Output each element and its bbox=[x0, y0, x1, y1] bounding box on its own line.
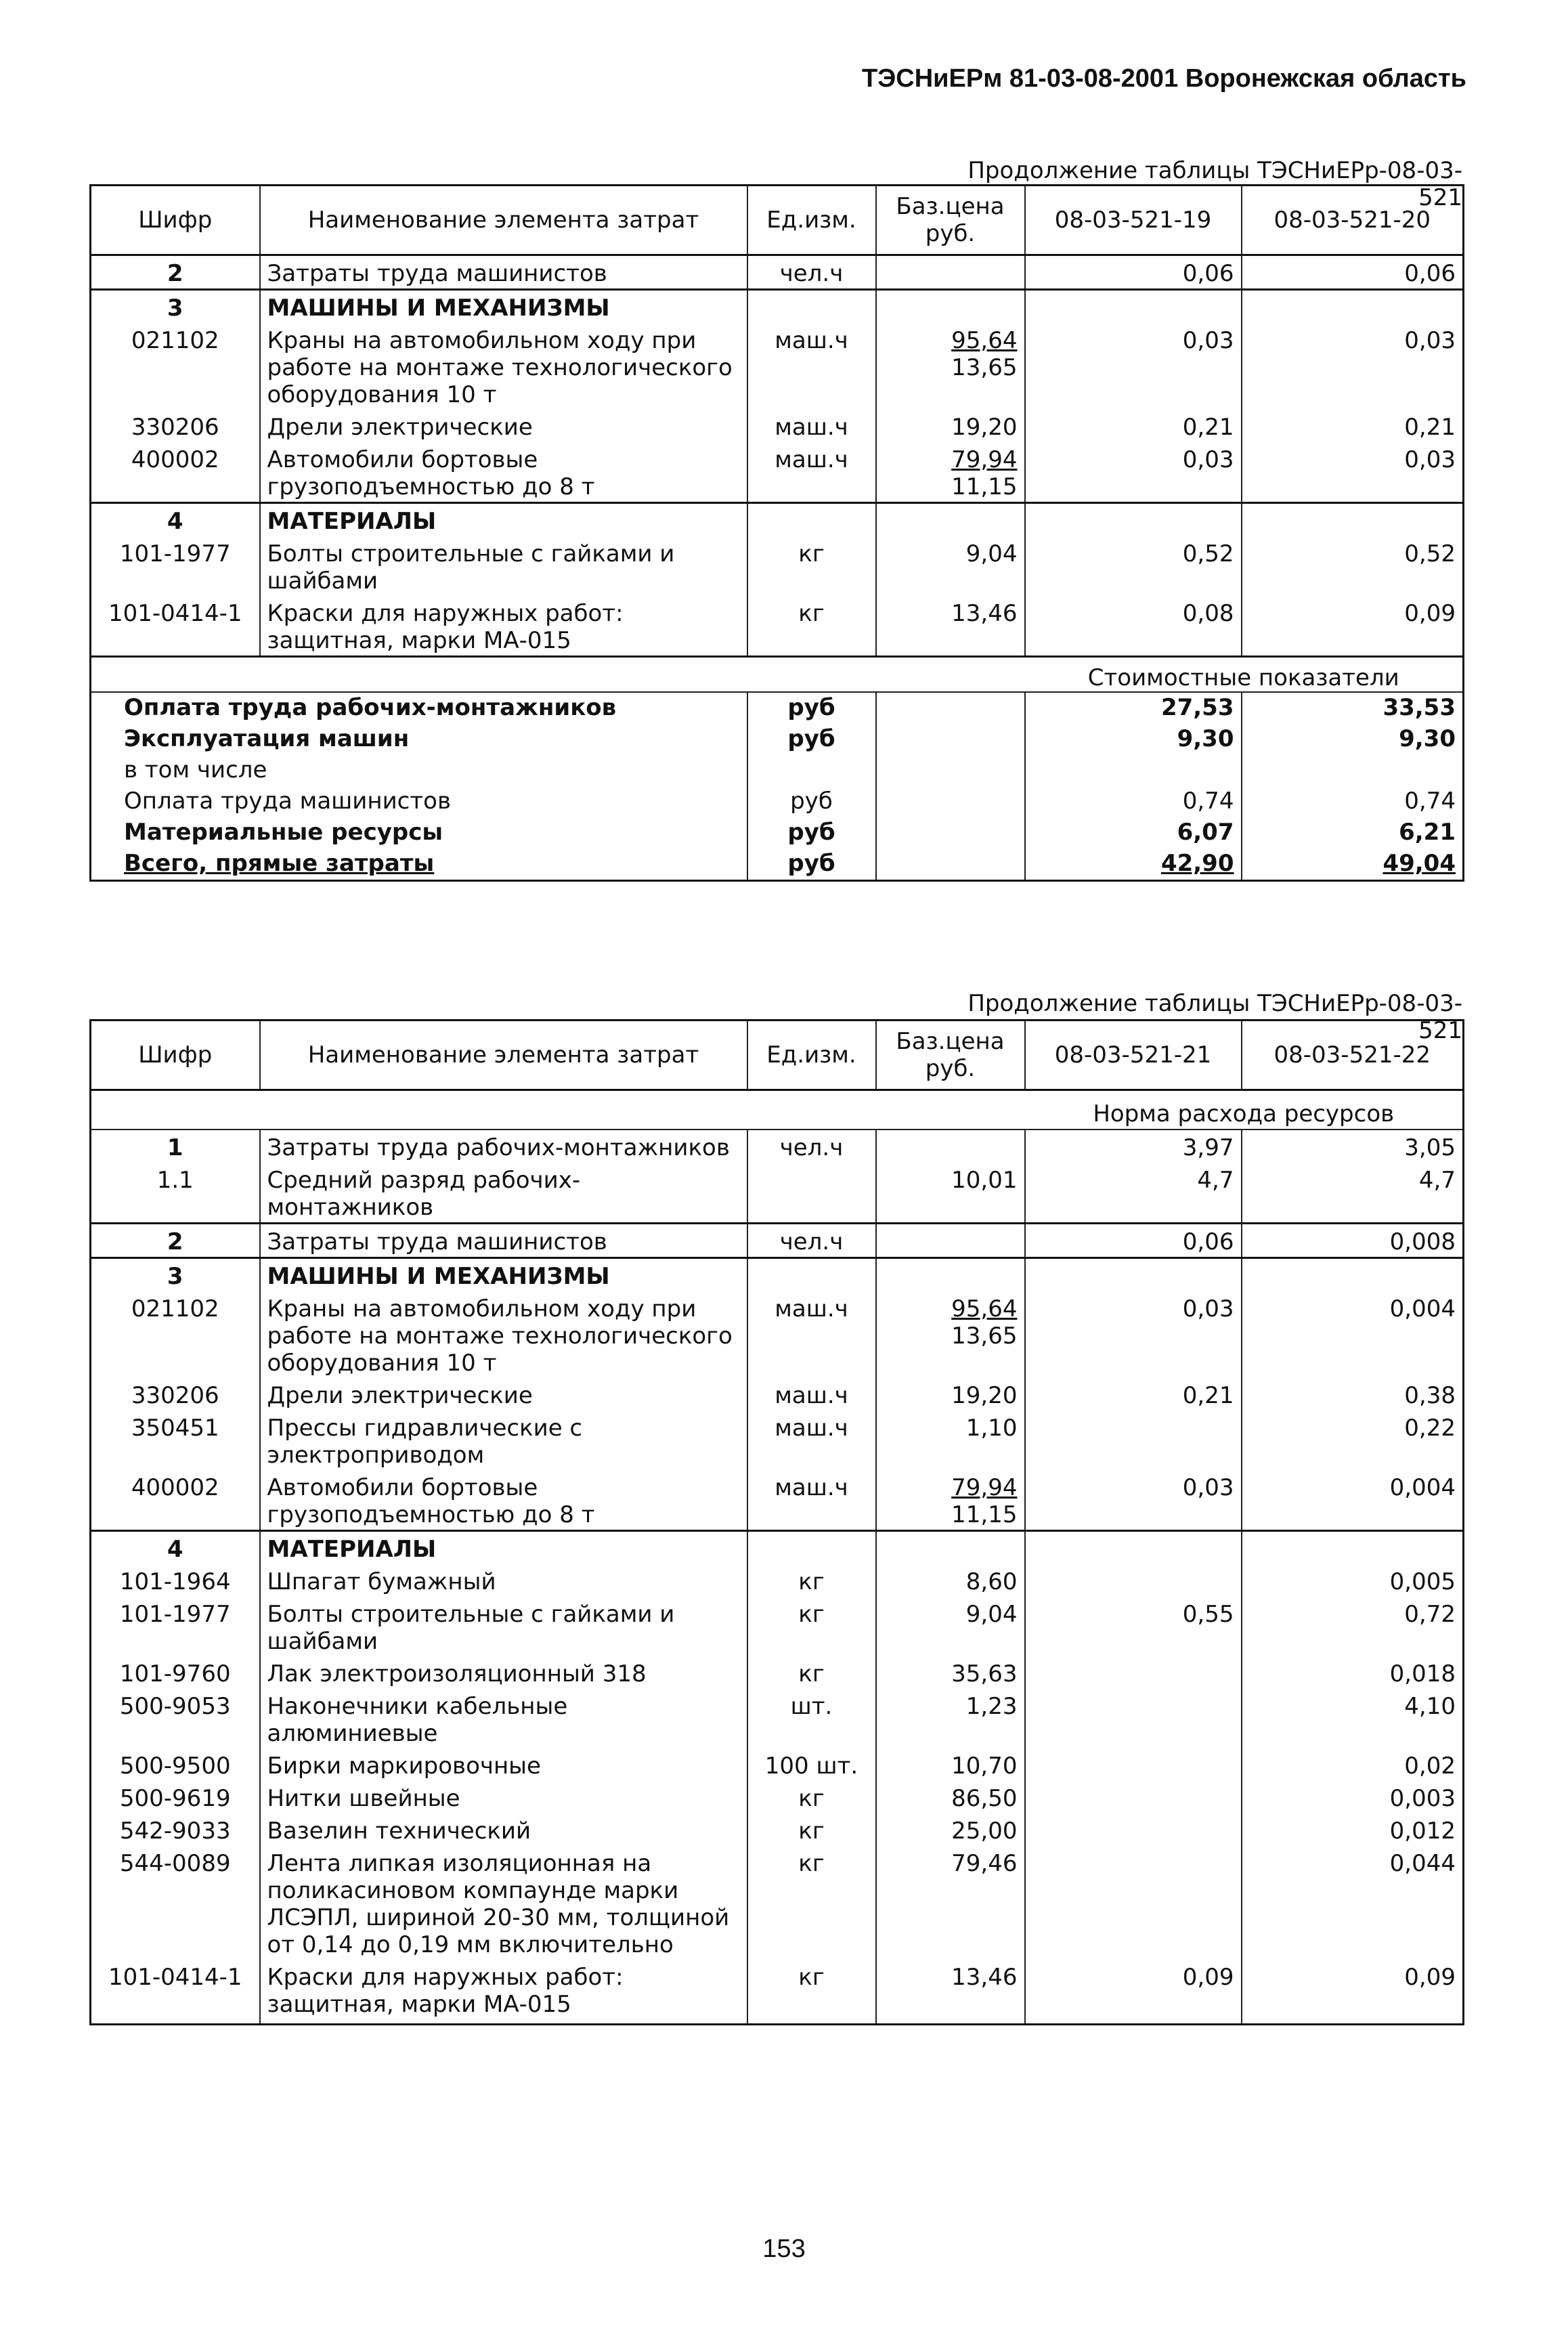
col-header-b: 08-03-521-20 bbox=[1242, 186, 1464, 255]
cost-indicators-row bbox=[91, 657, 1464, 693]
section-row: 4 МАТЕРИАЛЫ bbox=[91, 1531, 1464, 1565]
cost-indicators-label: Стоимостные показатели bbox=[1025, 657, 1464, 693]
summary-row: Материальные ресурсы руб 6,07 6,21 bbox=[91, 817, 1464, 848]
section-row: 3 МАШИНЫ И МЕХАНИЗМЫ bbox=[91, 1258, 1464, 1292]
table-row: 350451 Прессы гидравлические с электроприводом маш.ч 1,10 0,22 bbox=[91, 1411, 1464, 1470]
page-number: 153 bbox=[762, 2235, 806, 2263]
table-row: 021102 Краны на автомобильном ходу при работе на монтаже технологического оборудования 10 т маш.ч 95,64 13,65 0,03 0,004 bbox=[91, 1291, 1464, 1378]
section-row: 3 МАШИНЫ И МЕХАНИЗМЫ bbox=[91, 290, 1464, 324]
summary-row: Оплата труда рабочих-монтажников руб 27,53 33,53 bbox=[91, 692, 1464, 724]
resource-table-1 bbox=[89, 184, 1464, 882]
table-row: 330206 Дрели электрические маш.ч 19,20 0,21 0,38 bbox=[91, 1378, 1464, 1411]
resource-table-2 bbox=[89, 1019, 1464, 2025]
table-row: 2 Затраты труда машинистов чел.ч 0,06 0,008 bbox=[91, 1224, 1464, 1258]
table-row: 500-9500 Бирки маркировочные 100 шт. 10,70 0,02 bbox=[91, 1748, 1464, 1781]
norm-banner-label: Норма расхода ресурсов bbox=[1025, 1090, 1464, 1130]
table-row: 101-0414-1 Краски для наружных работ: защитная, марки МА-015 кг 13,46 0,08 0,09 bbox=[91, 596, 1464, 657]
col-header-code: Шифр bbox=[91, 186, 260, 255]
table-row: 101-0414-1 Краски для наружных работ: защитная, марки МА-015 кг 13,46 0,09 0,09 bbox=[91, 1960, 1464, 2025]
section-row: 4 МАТЕРИАЛЫ bbox=[91, 503, 1464, 537]
table-header-row bbox=[91, 1020, 1464, 1090]
table-row: 1 Затраты труда рабочих-монтажников чел.ч 3,97 3,05 bbox=[91, 1130, 1464, 1163]
table-row: 101-1977 Болты строительные с гайками и шайбами кг 9,04 0,55 0,72 bbox=[91, 1597, 1464, 1656]
col-header-price: Баз.цена руб. bbox=[876, 186, 1025, 255]
col-header-unit: Ед.изм. bbox=[747, 186, 876, 255]
summary-row: Всего, прямые затраты руб 42,90 49,04 bbox=[91, 848, 1464, 881]
table-row: 021102 Краны на автомобильном ходу при работе на монтаже технологического оборудования 10 т маш.ч 95,64 13,65 0,03 0,03 bbox=[91, 323, 1464, 410]
col-header-name: Наименование элемента затрат bbox=[260, 186, 747, 255]
col-header-a: 08-03-521-19 bbox=[1025, 186, 1242, 255]
table-header-row bbox=[91, 186, 1464, 255]
table-row: 101-9760 Лак электроизоляционный 318 кг 35,63 0,018 bbox=[91, 1656, 1464, 1689]
table-row: 101-1977 Болты строительные с гайками и шайбами кг 9,04 0,52 0,52 bbox=[91, 536, 1464, 596]
table-row: 400002 Автомобили бортовые грузоподъемностью до 8 т маш.ч 79,94 11,15 0,03 0,03 bbox=[91, 442, 1464, 503]
col-header-b: 08-03-521-22 bbox=[1242, 1020, 1464, 1090]
table-row: 330206 Дрели электрические маш.ч 19,20 0,21 0,21 bbox=[91, 410, 1464, 442]
col-header-code: Шифр bbox=[91, 1020, 260, 1090]
table-continuation-caption: Продолжение таблицы ТЭСНиЕРр-08-03-521 bbox=[967, 990, 1462, 1044]
table-row: 101-1964 Шпагат бумажный кг 8,60 0,005 bbox=[91, 1564, 1464, 1597]
table-row: 2 Затраты труда машинистов чел.ч 0,06 0,06 bbox=[91, 255, 1464, 290]
col-header-unit: Ед.изм. bbox=[747, 1020, 876, 1090]
table-row: 500-9053 Наконечники кабельные алюминиевые шт. 1,23 4,10 bbox=[91, 1689, 1464, 1748]
table-row: 544-0089 Лента липкая изоляционная на поликасиновом компаунде марки ЛСЭПЛ, шириной 20-30 мм, толщиной от 0,14 до 0,19 мм включительно кг 79,46 0,044 bbox=[91, 1846, 1464, 1960]
table-row: 500-9619 Нитки швейные кг 86,50 0,003 bbox=[91, 1781, 1464, 1813]
table-row: 400002 Автомобили бортовые грузоподъемностью до 8 т маш.ч 79,94 11,15 0,03 0,004 bbox=[91, 1470, 1464, 1531]
table-row: 1.1 Средний разряд рабочих-монтажников 10,01 4,7 4,7 bbox=[91, 1163, 1464, 1224]
col-header-price: Баз.цена руб. bbox=[876, 1020, 1025, 1090]
table-row: 542-9033 Вазелин технический кг 25,00 0,012 bbox=[91, 1813, 1464, 1846]
summary-row: Эксплуатация машин руб 9,30 9,30 bbox=[91, 724, 1464, 755]
col-header-name: Наименование элемента затрат bbox=[260, 1020, 747, 1090]
col-header-a: 08-03-521-21 bbox=[1025, 1020, 1242, 1090]
table-continuation-caption: Продолжение таблицы ТЭСНиЕРр-08-03-521 bbox=[967, 157, 1462, 211]
summary-row: Оплата труда машинистов руб 0,74 0,74 bbox=[91, 786, 1464, 817]
summary-row: в том числе bbox=[91, 755, 1464, 786]
norm-banner-row bbox=[91, 1090, 1464, 1130]
document-header: ТЭСНиЕРм 81-03-08-2001 Воронежская область bbox=[862, 64, 1466, 93]
